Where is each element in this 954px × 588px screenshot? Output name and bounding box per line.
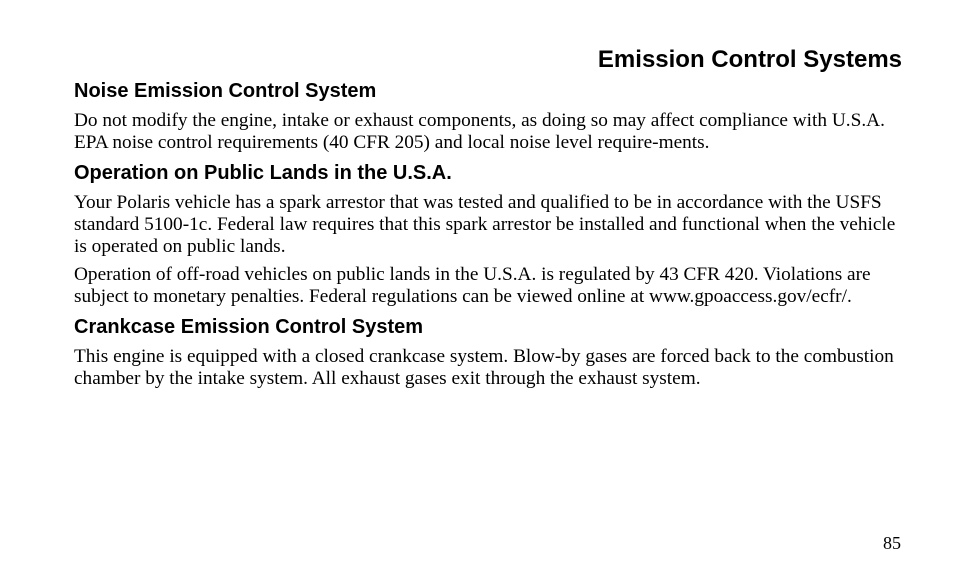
paragraph: Do not modify the engine, intake or exhaust components, as doing so may affect compliance with U.S.A. EPA noise control requirements (40 CFR 205) and local noise level require-ments. <box>74 110 885 153</box>
section-heading: Operation on Public Lands in the U.S.A. <box>74 162 452 184</box>
public-lands-section <box>74 160 904 308</box>
paragraph: Your Polaris vehicle has a spark arrestor that was tested and qualified to be in accordance with the USFS standard 5100-1c. Federal law requires that this spark arrestor be installed and functional when the vehicle is operated on public lands. <box>74 192 896 257</box>
paragraph: This engine is equipped with a closed crankcase system. Blow-by gases are forced back to the combustion chamber by the intake system. All exhaust gases exit through the exhaust system. <box>74 346 894 389</box>
section-heading: Noise Emission Control System <box>74 80 377 102</box>
page-content <box>74 78 904 396</box>
section-heading: Crankcase Emission Control System <box>74 316 424 338</box>
paragraph: Operation of off-road vehicles on public lands in the U.S.A. is regulated by 43 CFR 420. Violations are subject to monetary penalties. Federal regulations can be viewed online at www.gpoaccess.gov/ecfr/. <box>74 264 871 307</box>
crankcase-emission-section <box>74 314 904 390</box>
page-number: 85 <box>883 533 901 553</box>
noise-emission-section <box>74 78 904 154</box>
page-title: Emission Control Systems <box>597 46 902 73</box>
